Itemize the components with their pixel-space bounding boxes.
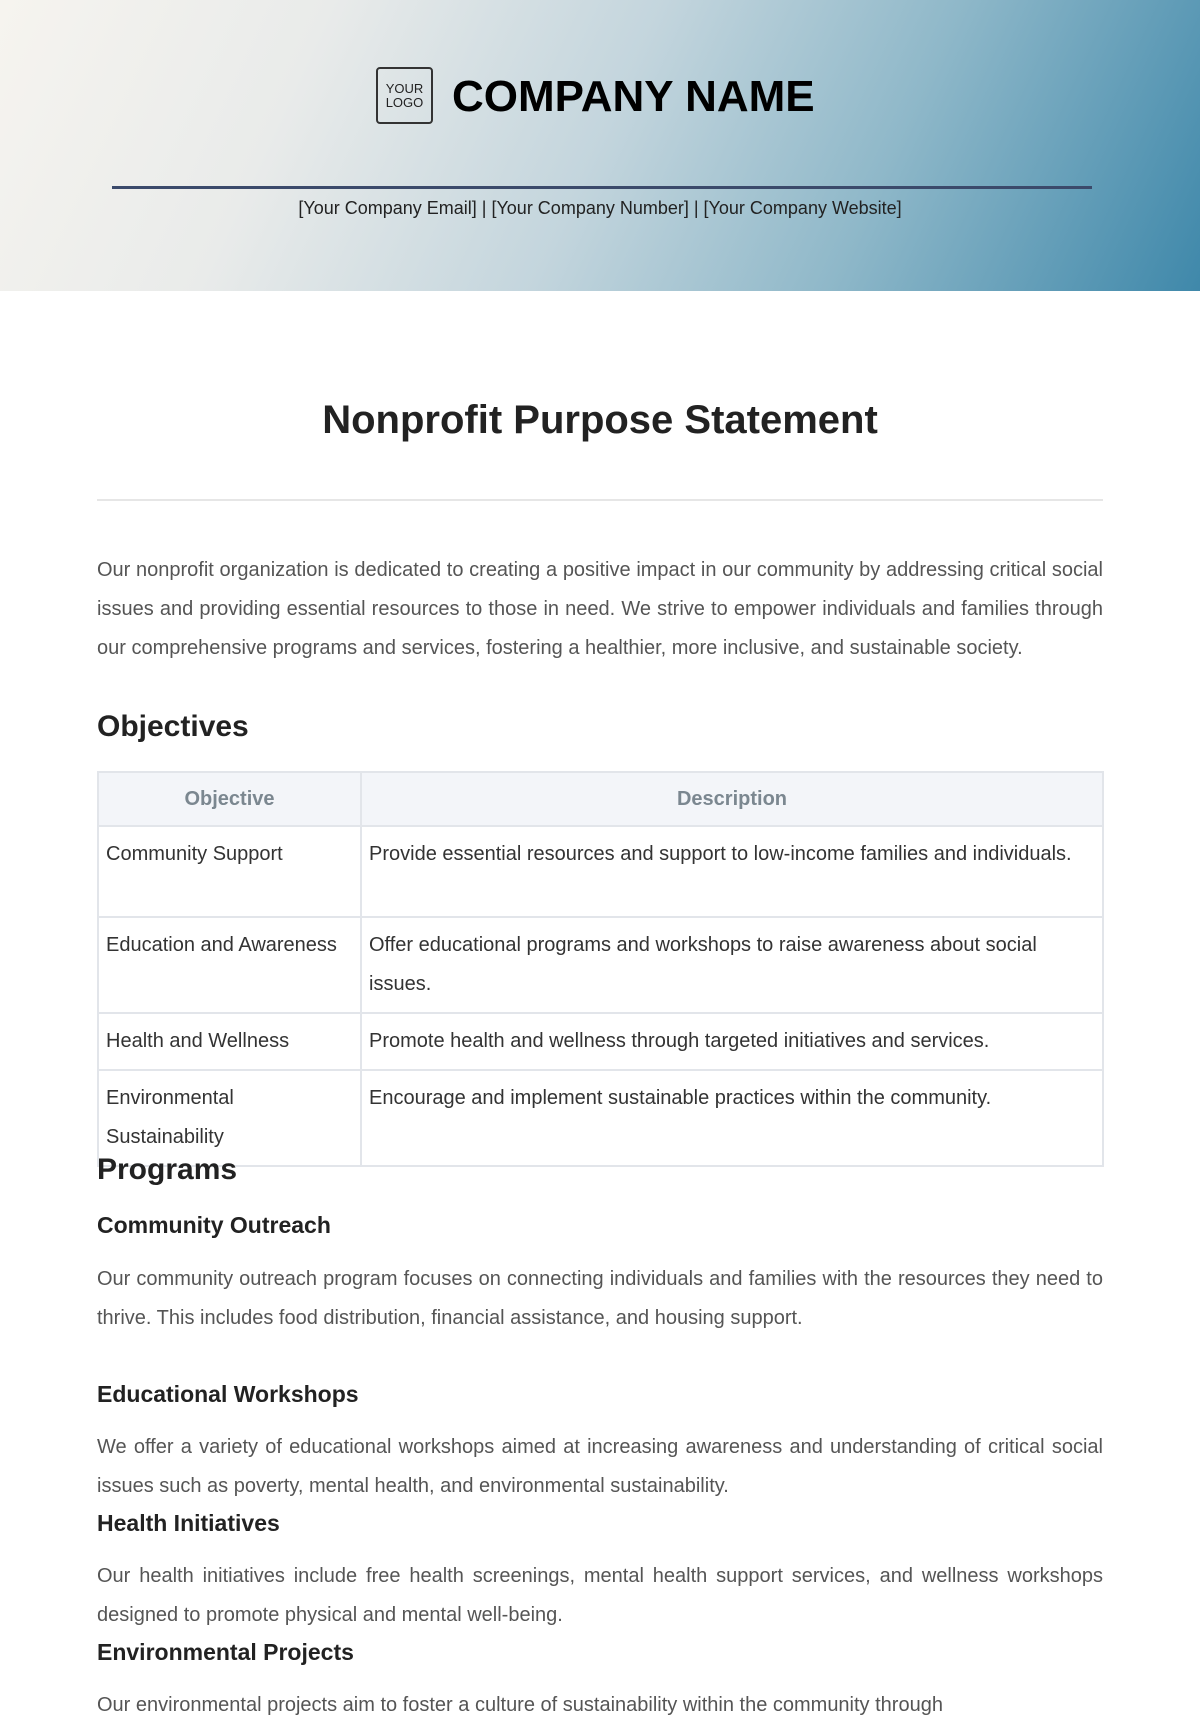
description-cell: Provide essential resources and support to low-income families and individuals. [361,826,1103,917]
objectives-table [97,771,1104,1167]
title-divider [97,499,1103,501]
objectives-heading: Objectives [97,710,249,743]
page-title: Nonprofit Purpose Statement [322,398,878,442]
column-header: Description [361,772,1103,826]
program-description: Our environmental projects aim to foster a culture of sustainability within the community through [97,1694,943,1716]
objective-cell: Environmental Sustainability [98,1070,361,1166]
description-cell: Promote health and wellness through targeted initiatives and services. [361,1013,1103,1070]
logo-text: LOGO [385,94,424,110]
table-row [98,1013,1103,1070]
objective-cell: Health and Wellness [98,1013,361,1070]
logo-text: YOUR [385,80,424,96]
table-row [98,1070,1103,1166]
program-description: Our health initiatives include free health screenings, mental health support services, and wellness workshops designed to promote physical and mental well-being. [97,1565,1103,1626]
objective-cell: Education and Awareness [98,917,361,1013]
table-row [98,826,1103,917]
company-name: COMPANY NAME [452,72,815,121]
program-title: Environmental Projects [97,1639,354,1665]
header-divider [112,186,1092,189]
company-contact: [Your Company Email] | [Your Company Number] | [Your Company Website] [298,198,902,218]
letterhead [0,0,1200,291]
table-header [98,772,1103,826]
programs-heading: Programs [97,1153,238,1186]
program-title: Community Outreach [97,1212,331,1238]
clipped-text-region [0,1686,1200,1716]
program-description: Our community outreach program focuses on connecting individuals and families with the resources they need to thrive. This includes food distribution, financial assistance, and housing support. [97,1268,1103,1329]
objective-cell: Community Support [98,826,361,917]
logo-placeholder [376,67,433,124]
description-cell: Encourage and implement sustainable practices within the community. [361,1070,1103,1166]
program-title: Health Initiatives [97,1510,280,1536]
column-header: Objective [98,772,361,826]
description-cell: Offer educational programs and workshops to raise awareness about social issues. [361,917,1103,1013]
table-row [98,917,1103,1013]
program-title: Educational Workshops [97,1381,359,1407]
intro-paragraph: Our nonprofit organization is dedicated to creating a positive impact in our community by addressing critical social issues and providing essential resources to those in need. We strive to empower individuals and families through our comprehensive programs and services, fostering a healthier, more inclusive, and sustainable society. [97,559,1103,659]
program-description: We offer a variety of educational workshops aimed at increasing awareness and understanding of critical social issues such as poverty, mental health, and environmental sustainability. [97,1436,1103,1497]
